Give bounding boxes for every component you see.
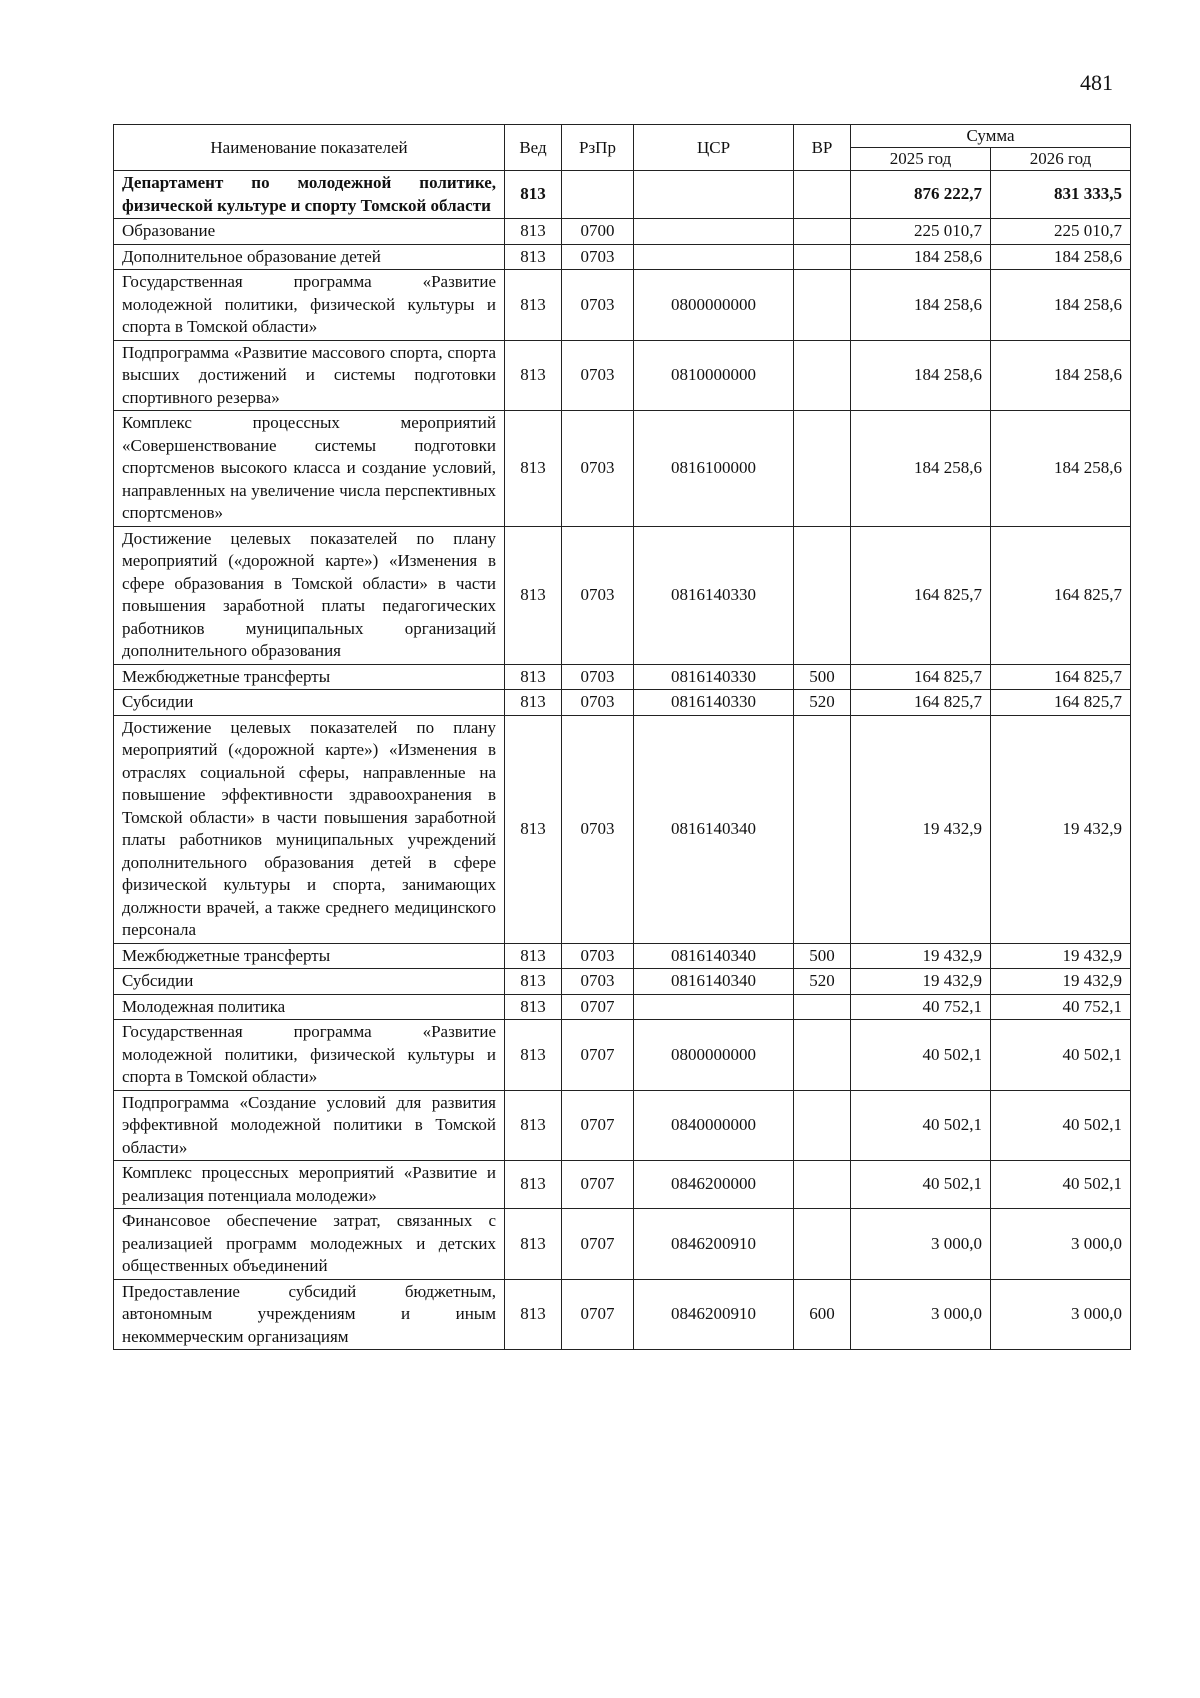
cell-sum-2025: 184 258,6 [851, 411, 991, 527]
cell-sum-2026: 3 000,0 [991, 1279, 1131, 1350]
cell-sum-2026: 164 825,7 [991, 664, 1131, 690]
cell-vr: 500 [794, 664, 851, 690]
table-row [114, 219, 1131, 245]
cell-sum-2026: 40 502,1 [991, 1161, 1131, 1209]
cell-name: Государственная программа «Развитие молодежной политики, физической культуры и спорта в Томской области» [114, 1020, 505, 1091]
table-row [114, 1209, 1131, 1280]
table-header [114, 125, 1131, 171]
header-vr: ВР [794, 125, 851, 171]
cell-sum-2026: 19 432,9 [991, 943, 1131, 969]
cell-name: Межбюджетные трансферты [114, 943, 505, 969]
cell-csr: 0810000000 [634, 340, 794, 411]
header-sum: Сумма [851, 125, 1131, 148]
cell-sum-2025: 40 502,1 [851, 1161, 991, 1209]
cell-name: Финансовое обеспечение затрат, связанных с реализацией программ молодежных и детских общественных объединений [114, 1209, 505, 1280]
table-row [114, 244, 1131, 270]
cell-name: Комплекс процессных мероприятий «Развитие и реализация потенциала молодежи» [114, 1161, 505, 1209]
cell-ved: 813 [505, 411, 562, 527]
cell-name: Образование [114, 219, 505, 245]
cell-sum-2026: 184 258,6 [991, 270, 1131, 341]
cell-vr [794, 994, 851, 1020]
cell-name: Подпрограмма «Развитие массового спорта, спорта высших достижений и системы подготовки спортивного резерва» [114, 340, 505, 411]
table-row [114, 1020, 1131, 1091]
cell-sum-2025: 184 258,6 [851, 340, 991, 411]
cell-rzpr: 0703 [562, 526, 634, 664]
cell-sum-2026: 184 258,6 [991, 411, 1131, 527]
cell-sum-2025: 19 432,9 [851, 969, 991, 995]
cell-sum-2025: 3 000,0 [851, 1279, 991, 1350]
cell-vr: 500 [794, 943, 851, 969]
header-csr: ЦСР [634, 125, 794, 171]
cell-sum-2026: 164 825,7 [991, 690, 1131, 716]
cell-ved: 813 [505, 244, 562, 270]
cell-sum-2026: 164 825,7 [991, 526, 1131, 664]
cell-sum-2026: 184 258,6 [991, 244, 1131, 270]
cell-sum-2025: 40 502,1 [851, 1020, 991, 1091]
cell-ved: 813 [505, 219, 562, 245]
cell-sum-2025: 184 258,6 [851, 270, 991, 341]
table-body [114, 171, 1131, 1350]
cell-sum-2026: 40 752,1 [991, 994, 1131, 1020]
cell-name: Дополнительное образование детей [114, 244, 505, 270]
cell-rzpr: 0703 [562, 969, 634, 995]
cell-sum-2025: 3 000,0 [851, 1209, 991, 1280]
cell-ved: 813 [505, 340, 562, 411]
cell-rzpr: 0703 [562, 715, 634, 943]
cell-csr: 0846200910 [634, 1279, 794, 1350]
table-row [114, 270, 1131, 341]
cell-sum-2025: 876 222,7 [851, 171, 991, 219]
cell-csr: 0816100000 [634, 411, 794, 527]
table-row [114, 715, 1131, 943]
header-ved: Вед [505, 125, 562, 171]
table-row [114, 994, 1131, 1020]
cell-sum-2026: 40 502,1 [991, 1090, 1131, 1161]
cell-sum-2026: 3 000,0 [991, 1209, 1131, 1280]
cell-ved: 813 [505, 664, 562, 690]
cell-name: Достижение целевых показателей по плану мероприятий («дорожной карте») «Изменения в отраслях социальной сферы, направленные на повышение эффективности здравоохранения в Томской области» в части повышения заработной платы работников муниципальных учреждений дополнительного образования детей в сфере физической культуры и спорта, занимающих должности врачей, а также среднего медицинского персонала [114, 715, 505, 943]
cell-ved: 813 [505, 690, 562, 716]
budget-table [113, 124, 1131, 1350]
table-row [114, 411, 1131, 527]
cell-csr: 0846200000 [634, 1161, 794, 1209]
cell-vr [794, 1020, 851, 1091]
cell-csr [634, 994, 794, 1020]
table-row [114, 1279, 1131, 1350]
cell-csr [634, 244, 794, 270]
cell-name: Подпрограмма «Создание условий для развития эффективной молодежной политики в Томской области» [114, 1090, 505, 1161]
cell-rzpr: 0707 [562, 1209, 634, 1280]
header-year-2026: 2026 год [991, 148, 1131, 171]
page-number: 481 [1080, 70, 1113, 95]
cell-name: Межбюджетные трансферты [114, 664, 505, 690]
cell-ved: 813 [505, 526, 562, 664]
cell-vr [794, 340, 851, 411]
cell-ved: 813 [505, 969, 562, 995]
table-row [114, 340, 1131, 411]
cell-rzpr: 0703 [562, 340, 634, 411]
cell-ved: 813 [505, 1209, 562, 1280]
cell-name: Комплекс процессных мероприятий «Совершенствование системы подготовки спортсменов высокого класса и создание условий, направленных на увеличение числа перспективных спортсменов» [114, 411, 505, 527]
cell-name: Предоставление субсидий бюджетным, автономным учреждениям и иным некоммерческим организациям [114, 1279, 505, 1350]
cell-vr [794, 526, 851, 664]
cell-ved: 813 [505, 171, 562, 219]
cell-vr [794, 219, 851, 245]
cell-sum-2026: 19 432,9 [991, 715, 1131, 943]
cell-csr: 0816140330 [634, 664, 794, 690]
cell-csr: 0816140340 [634, 969, 794, 995]
cell-name: Государственная программа «Развитие молодежной политики, физической культуры и спорта в Томской области» [114, 270, 505, 341]
table-row [114, 526, 1131, 664]
cell-sum-2025: 184 258,6 [851, 244, 991, 270]
cell-rzpr: 0707 [562, 1161, 634, 1209]
cell-sum-2026: 831 333,5 [991, 171, 1131, 219]
cell-sum-2025: 164 825,7 [851, 664, 991, 690]
cell-rzpr: 0700 [562, 219, 634, 245]
header-name: Наименование показателей [114, 125, 505, 171]
cell-rzpr: 0707 [562, 1020, 634, 1091]
cell-csr: 0816140330 [634, 690, 794, 716]
cell-sum-2025: 19 432,9 [851, 715, 991, 943]
cell-vr [794, 171, 851, 219]
cell-csr: 0800000000 [634, 270, 794, 341]
cell-ved: 813 [505, 943, 562, 969]
cell-vr: 520 [794, 969, 851, 995]
header-rzpr: РзПр [562, 125, 634, 171]
cell-sum-2026: 19 432,9 [991, 969, 1131, 995]
cell-csr [634, 171, 794, 219]
cell-sum-2025: 40 502,1 [851, 1090, 991, 1161]
cell-vr [794, 1209, 851, 1280]
table-row [114, 943, 1131, 969]
cell-vr [794, 1161, 851, 1209]
cell-rzpr: 0703 [562, 664, 634, 690]
cell-vr [794, 715, 851, 943]
cell-name: Достижение целевых показателей по плану мероприятий («дорожной карте») «Изменения в сфере образования в Томской области» в части повышения заработной платы педагогических работников муниципальных организаций дополнительного образования [114, 526, 505, 664]
cell-csr: 0816140340 [634, 943, 794, 969]
cell-sum-2025: 19 432,9 [851, 943, 991, 969]
cell-ved: 813 [505, 994, 562, 1020]
cell-vr: 600 [794, 1279, 851, 1350]
cell-name: Субсидии [114, 690, 505, 716]
cell-csr [634, 219, 794, 245]
cell-sum-2026: 40 502,1 [991, 1020, 1131, 1091]
cell-name: Департамент по молодежной политике, физической культуре и спорту Томской области [114, 171, 505, 219]
cell-sum-2025: 164 825,7 [851, 690, 991, 716]
header-year-2025: 2025 год [851, 148, 991, 171]
cell-csr: 0816140340 [634, 715, 794, 943]
table-row [114, 690, 1131, 716]
cell-ved: 813 [505, 270, 562, 341]
cell-vr [794, 244, 851, 270]
cell-rzpr: 0707 [562, 1090, 634, 1161]
table-row [114, 664, 1131, 690]
cell-sum-2026: 184 258,6 [991, 340, 1131, 411]
cell-csr: 0816140330 [634, 526, 794, 664]
cell-ved: 813 [505, 1020, 562, 1091]
cell-ved: 813 [505, 1161, 562, 1209]
cell-ved: 813 [505, 1279, 562, 1350]
cell-sum-2025: 164 825,7 [851, 526, 991, 664]
cell-rzpr: 0703 [562, 411, 634, 527]
cell-csr: 0840000000 [634, 1090, 794, 1161]
table-row [114, 969, 1131, 995]
cell-csr: 0800000000 [634, 1020, 794, 1091]
cell-rzpr: 0703 [562, 270, 634, 341]
cell-rzpr [562, 171, 634, 219]
cell-vr [794, 1090, 851, 1161]
cell-ved: 813 [505, 715, 562, 943]
cell-sum-2025: 40 752,1 [851, 994, 991, 1020]
cell-sum-2025: 225 010,7 [851, 219, 991, 245]
cell-rzpr: 0703 [562, 244, 634, 270]
cell-csr: 0846200910 [634, 1209, 794, 1280]
cell-rzpr: 0707 [562, 994, 634, 1020]
cell-rzpr: 0707 [562, 1279, 634, 1350]
cell-ved: 813 [505, 1090, 562, 1161]
cell-name: Субсидии [114, 969, 505, 995]
cell-rzpr: 0703 [562, 690, 634, 716]
cell-vr [794, 270, 851, 341]
cell-vr: 520 [794, 690, 851, 716]
cell-name: Молодежная политика [114, 994, 505, 1020]
cell-vr [794, 411, 851, 527]
table-row [114, 1090, 1131, 1161]
table-row [114, 1161, 1131, 1209]
cell-rzpr: 0703 [562, 943, 634, 969]
cell-sum-2026: 225 010,7 [991, 219, 1131, 245]
table-row [114, 171, 1131, 219]
